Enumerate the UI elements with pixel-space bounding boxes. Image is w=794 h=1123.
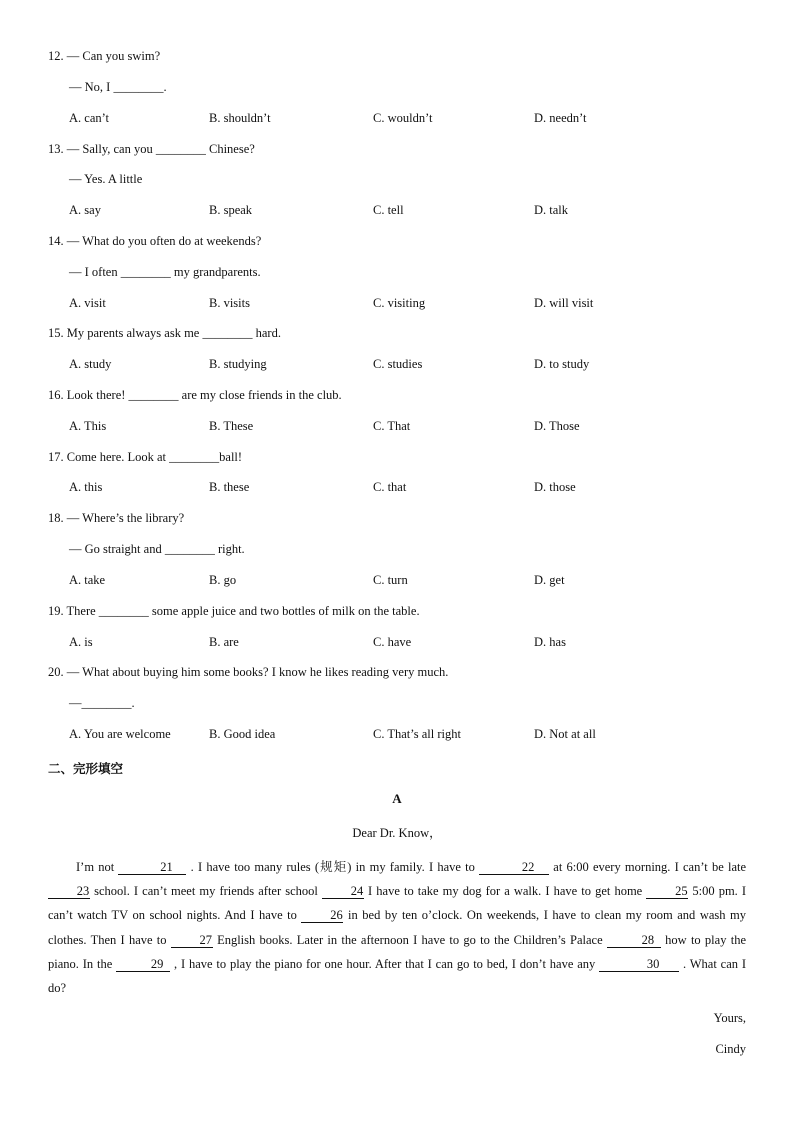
option-b: B. Good idea — [209, 727, 276, 741]
option-c: C. wouldn’t — [373, 111, 433, 125]
question-18-response: — Go straight and ________ right. — [69, 542, 245, 556]
option-c: C. visiting — [373, 296, 426, 310]
blank-28[interactable]: 28 — [607, 933, 661, 948]
option-a: A. This — [69, 419, 107, 433]
option-c: C. studies — [373, 357, 423, 371]
option-a: A. say — [69, 203, 101, 217]
option-b: B. are — [209, 635, 239, 649]
blank-23[interactable]: 23 — [48, 884, 90, 899]
option-b: B. these — [209, 480, 250, 494]
option-b: B. visits — [209, 296, 250, 310]
signature: Cindy — [715, 1042, 746, 1056]
option-b: B. speak — [209, 203, 253, 217]
option-a: A. visit — [69, 296, 106, 310]
option-d: D. needn’t — [534, 111, 587, 125]
question-20-response: —________. — [69, 696, 135, 710]
blank-27[interactable]: 27 — [171, 933, 213, 948]
passage-text: . I have too many rules (规矩) in my family. I have to — [190, 860, 475, 874]
passage-text: , I have to play the piano for one hour. After that I can go to bed, I don’t have any — [173, 956, 596, 971]
option-d: D. Not at all — [534, 727, 596, 741]
blank-29[interactable]: 29 — [116, 957, 170, 972]
passage-text: . What can I do? — [48, 956, 746, 996]
section-title: 二、完形填空 — [48, 761, 124, 776]
blank-21[interactable]: 21 — [118, 860, 186, 875]
question-18-stem: 18. — Where’s the library? — [48, 511, 185, 525]
question-14-response: — I often ________ my grandparents. — [69, 265, 261, 279]
option-a: A. take — [69, 573, 106, 587]
question-17-stem: 17. Come here. Look at ________ball! — [48, 450, 243, 464]
passage-paragraph — [48, 855, 746, 1000]
question-13-stem: 13. — Sally, can you ________ Chinese? — [48, 142, 255, 156]
option-b: B. These — [209, 419, 254, 433]
option-c: C. That’s all right — [373, 727, 461, 741]
passage-text: English books. Later in the afternoon I have to go to the Children’s Palace — [217, 932, 603, 947]
option-a: A. can’t — [69, 111, 110, 125]
question-20-stem: 20. — What about buying him some books? I know he likes reading very much. — [48, 665, 449, 679]
option-c: C. have — [373, 635, 412, 649]
question-15-stem: 15. My parents always ask me ________ hard. — [48, 326, 281, 340]
question-13-response: — Yes. A little — [69, 172, 143, 186]
option-d: D. has — [534, 635, 566, 649]
blank-24[interactable]: 24 — [322, 884, 364, 899]
option-b: B. studying — [209, 357, 267, 371]
option-c: C. That — [373, 419, 411, 433]
passage-text: I’m not — [76, 860, 115, 874]
option-d: D. get — [534, 573, 565, 587]
passage-text: at 6:00 every morning. I can’t be late — [553, 860, 747, 874]
option-c: C. that — [373, 480, 407, 494]
closing: Yours, — [713, 1011, 746, 1025]
question-12-stem: 12. — Can you swim? — [48, 49, 161, 63]
option-b: B. shouldn’t — [209, 111, 271, 125]
option-a: A. You are welcome — [69, 727, 171, 741]
option-d: D. talk — [534, 203, 569, 217]
option-a: A. study — [69, 357, 112, 371]
option-d: D. to study — [534, 357, 590, 371]
option-d: D. will visit — [534, 296, 594, 310]
blank-25[interactable]: 25 — [646, 884, 688, 899]
option-d: D. those — [534, 480, 576, 494]
option-a: A. is — [69, 635, 93, 649]
question-14-stem: 14. — What do you often do at weekends? — [48, 234, 262, 248]
question-19-stem: 19. There ________ some apple juice and two bottles of milk on the table. — [48, 604, 420, 618]
blank-22[interactable]: 22 — [479, 860, 549, 875]
passage-text: 5:00 pm. I can’t watch TV on school nights. And I have to — [48, 884, 747, 923]
option-d: D. Those — [534, 419, 580, 433]
option-c: C. tell — [373, 203, 404, 217]
option-b: B. go — [209, 573, 237, 587]
passage-text: school. I can’t meet my friends after school — [94, 884, 318, 899]
question-16-stem: 16. Look there! ________ are my close friends in the club. — [48, 388, 342, 402]
passage-text: how to play the piano. In the — [48, 932, 746, 971]
option-a: A. this — [69, 480, 103, 494]
blank-26[interactable]: 26 — [301, 908, 343, 923]
option-c: C. turn — [373, 573, 408, 587]
passage-text: in bed by ten o’clock. On weekends, I have to clean my room and wash my clothes. Then I have to — [48, 908, 747, 947]
question-12-response: — No, I ________. — [69, 80, 167, 94]
passage-text: I have to take my dog for a walk. I have to get home — [368, 884, 643, 899]
cloze-passage — [48, 855, 746, 1000]
salutation: Dear Dr. Know， — [352, 826, 442, 840]
passage-title: A — [392, 791, 402, 806]
blank-30[interactable]: 30 — [599, 957, 679, 972]
